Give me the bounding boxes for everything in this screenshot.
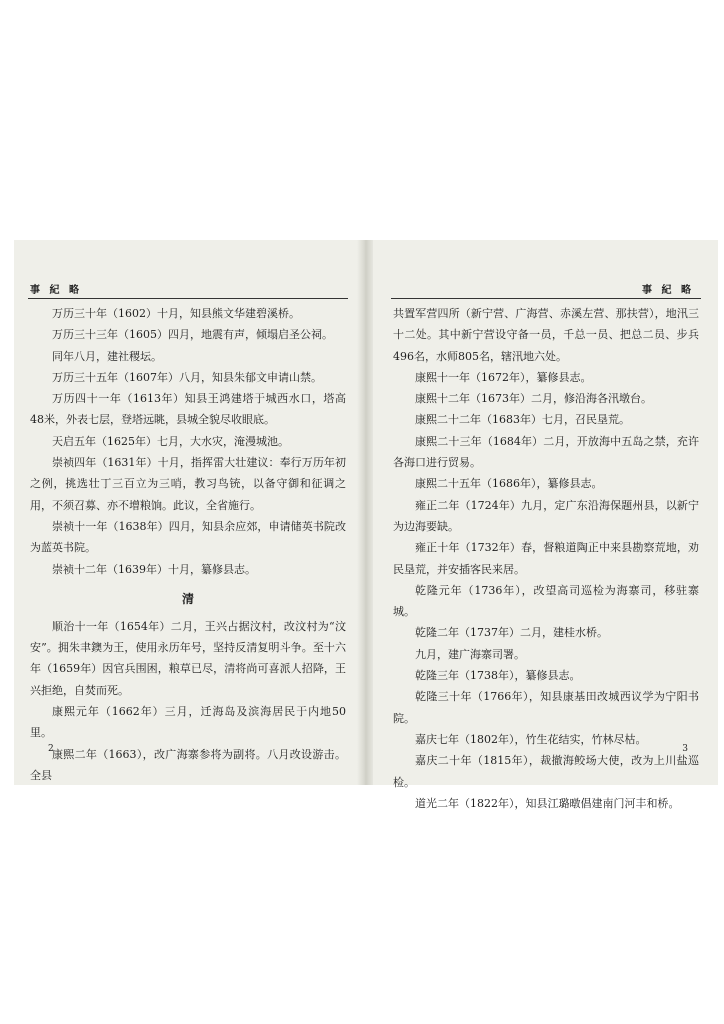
paragraph: 天启五年（1625年）七月，大水灾，淹漫城池。: [52, 434, 289, 448]
paragraph: 康熙二年（1663），改广海寨参将为副将。八月改设游击。全县: [30, 747, 346, 782]
paragraph: 顺治十一年（1654年）二月，王兴占据汶村，改汶村为“汶安”。拥朱聿鐭为王，使用永历年号，坚持反清复明斗争。至十六年（1659年）因官兵围困，粮草已尽，清将尚可喜派人招降，王兴拒绝，自焚而死。: [30, 619, 346, 697]
right-page: [373, 240, 718, 810]
paragraph: 共置军营四所（新宁营、广海营、赤溪左营、那扶营），地汛三十二处。其中新宁营设守备一员，千总一员、把总二员、步兵496名，水师805名，辖汛地六处。: [393, 307, 699, 363]
paragraph: 康熙二十三年（1684年）二月，开放海中五岛之禁，充许各海口进行贸易。: [393, 434, 699, 470]
book-spread: [14, 240, 718, 810]
paragraph: 康熙二十二年（1683年）七月，召民垦荒。: [415, 413, 630, 427]
paragraph: 崇祯十二年（1639年）十月，纂修县志。: [52, 562, 256, 576]
right-page-body: [393, 303, 699, 814]
paragraph: 九月，建广海寨司署。: [415, 647, 525, 661]
paragraph: 雍正十年（1732年）春，督粮道陶正中来县勘察荒地，劝民垦荒，并安插客民来居。: [393, 541, 699, 576]
paragraph: 康熙十一年（1672年），纂修县志。: [415, 370, 592, 384]
paragraph: 万历三十三年（1605）四月，地震有声，倾塌启圣公祠。: [52, 328, 333, 342]
paragraph: 乾隆三年（1738年），纂修县志。: [415, 669, 581, 683]
paragraph: 乾隆三十年（1766年），知县康基田改城西议学为宁阳书院。: [393, 690, 699, 725]
paragraph: 万历三十五年（1607年）八月，知县朱郁文申请山禁。: [52, 370, 322, 384]
paragraph: 雍正二年（1724年）九月，定广东沿海保题州县，以新宁为边海要缺。: [393, 498, 699, 533]
paragraph: 嘉庆七年（1802年），竹生花结实，竹林尽枯。: [415, 732, 647, 746]
paragraph: 嘉庆二十年（1815年），裁撤海鲛场大使，改为上川盐巡检。: [393, 754, 699, 789]
paragraph: 康熙元年（1662年）三月，迁海岛及滨海居民于内地50里。: [30, 705, 346, 740]
left-paragraphs-after: [30, 616, 346, 786]
paragraph: 康熙二十五年（1686年），纂修县志。: [415, 477, 603, 491]
paragraph: 崇祯四年（1631年）十月，指挥雷大壮建议：奉行万历年初之例，挑选壮丁三百立为三哨，教习鸟铳，以备守御和征调之用，不须召募、亦不增粮饷。此议，全省施行。: [30, 456, 346, 512]
paragraph: 万历三十年（1602）十月，知县熊文华建碧溪桥。: [52, 307, 300, 320]
section-title-qing: 清: [181, 591, 194, 606]
right-header-rule: [391, 298, 701, 299]
left-paragraphs-before: [30, 303, 346, 580]
paragraph: 万历四十一年（1613年）知县王鸿建塔于城西水口，塔高48米，外表七层，登塔远眺，县城全貌尽收眼底。: [30, 392, 346, 427]
left-page: [14, 240, 357, 785]
left-page-body: [30, 303, 346, 786]
right-page-number: 3: [682, 744, 688, 754]
paragraph: 崇祯十一年（1638年）四月，知县余应郊，申请储英书院改为蓝英书院。: [30, 519, 346, 555]
left-header-rule: [28, 298, 348, 299]
left-page-number: 2: [48, 744, 54, 754]
book-gutter: [357, 240, 373, 785]
left-running-header: 事 紀 略: [30, 285, 82, 296]
right-running-header: 事 紀 略: [642, 285, 694, 296]
paragraph: 康熙十二年（1673年）二月，修沿海各汛墩台。: [415, 392, 652, 406]
paragraph: 乾隆元年（1736年），改望高司巡检为海寨司，移驻寨城。: [393, 583, 699, 619]
paragraph: 同年八月，建社稷坛。: [52, 349, 162, 363]
paragraph: 乾隆二年（1737年）二月，建桂水桥。: [415, 626, 608, 640]
paragraph: 道光二年（1822年），知县江璐暾倡建南门河丰和桥。: [415, 796, 680, 810]
